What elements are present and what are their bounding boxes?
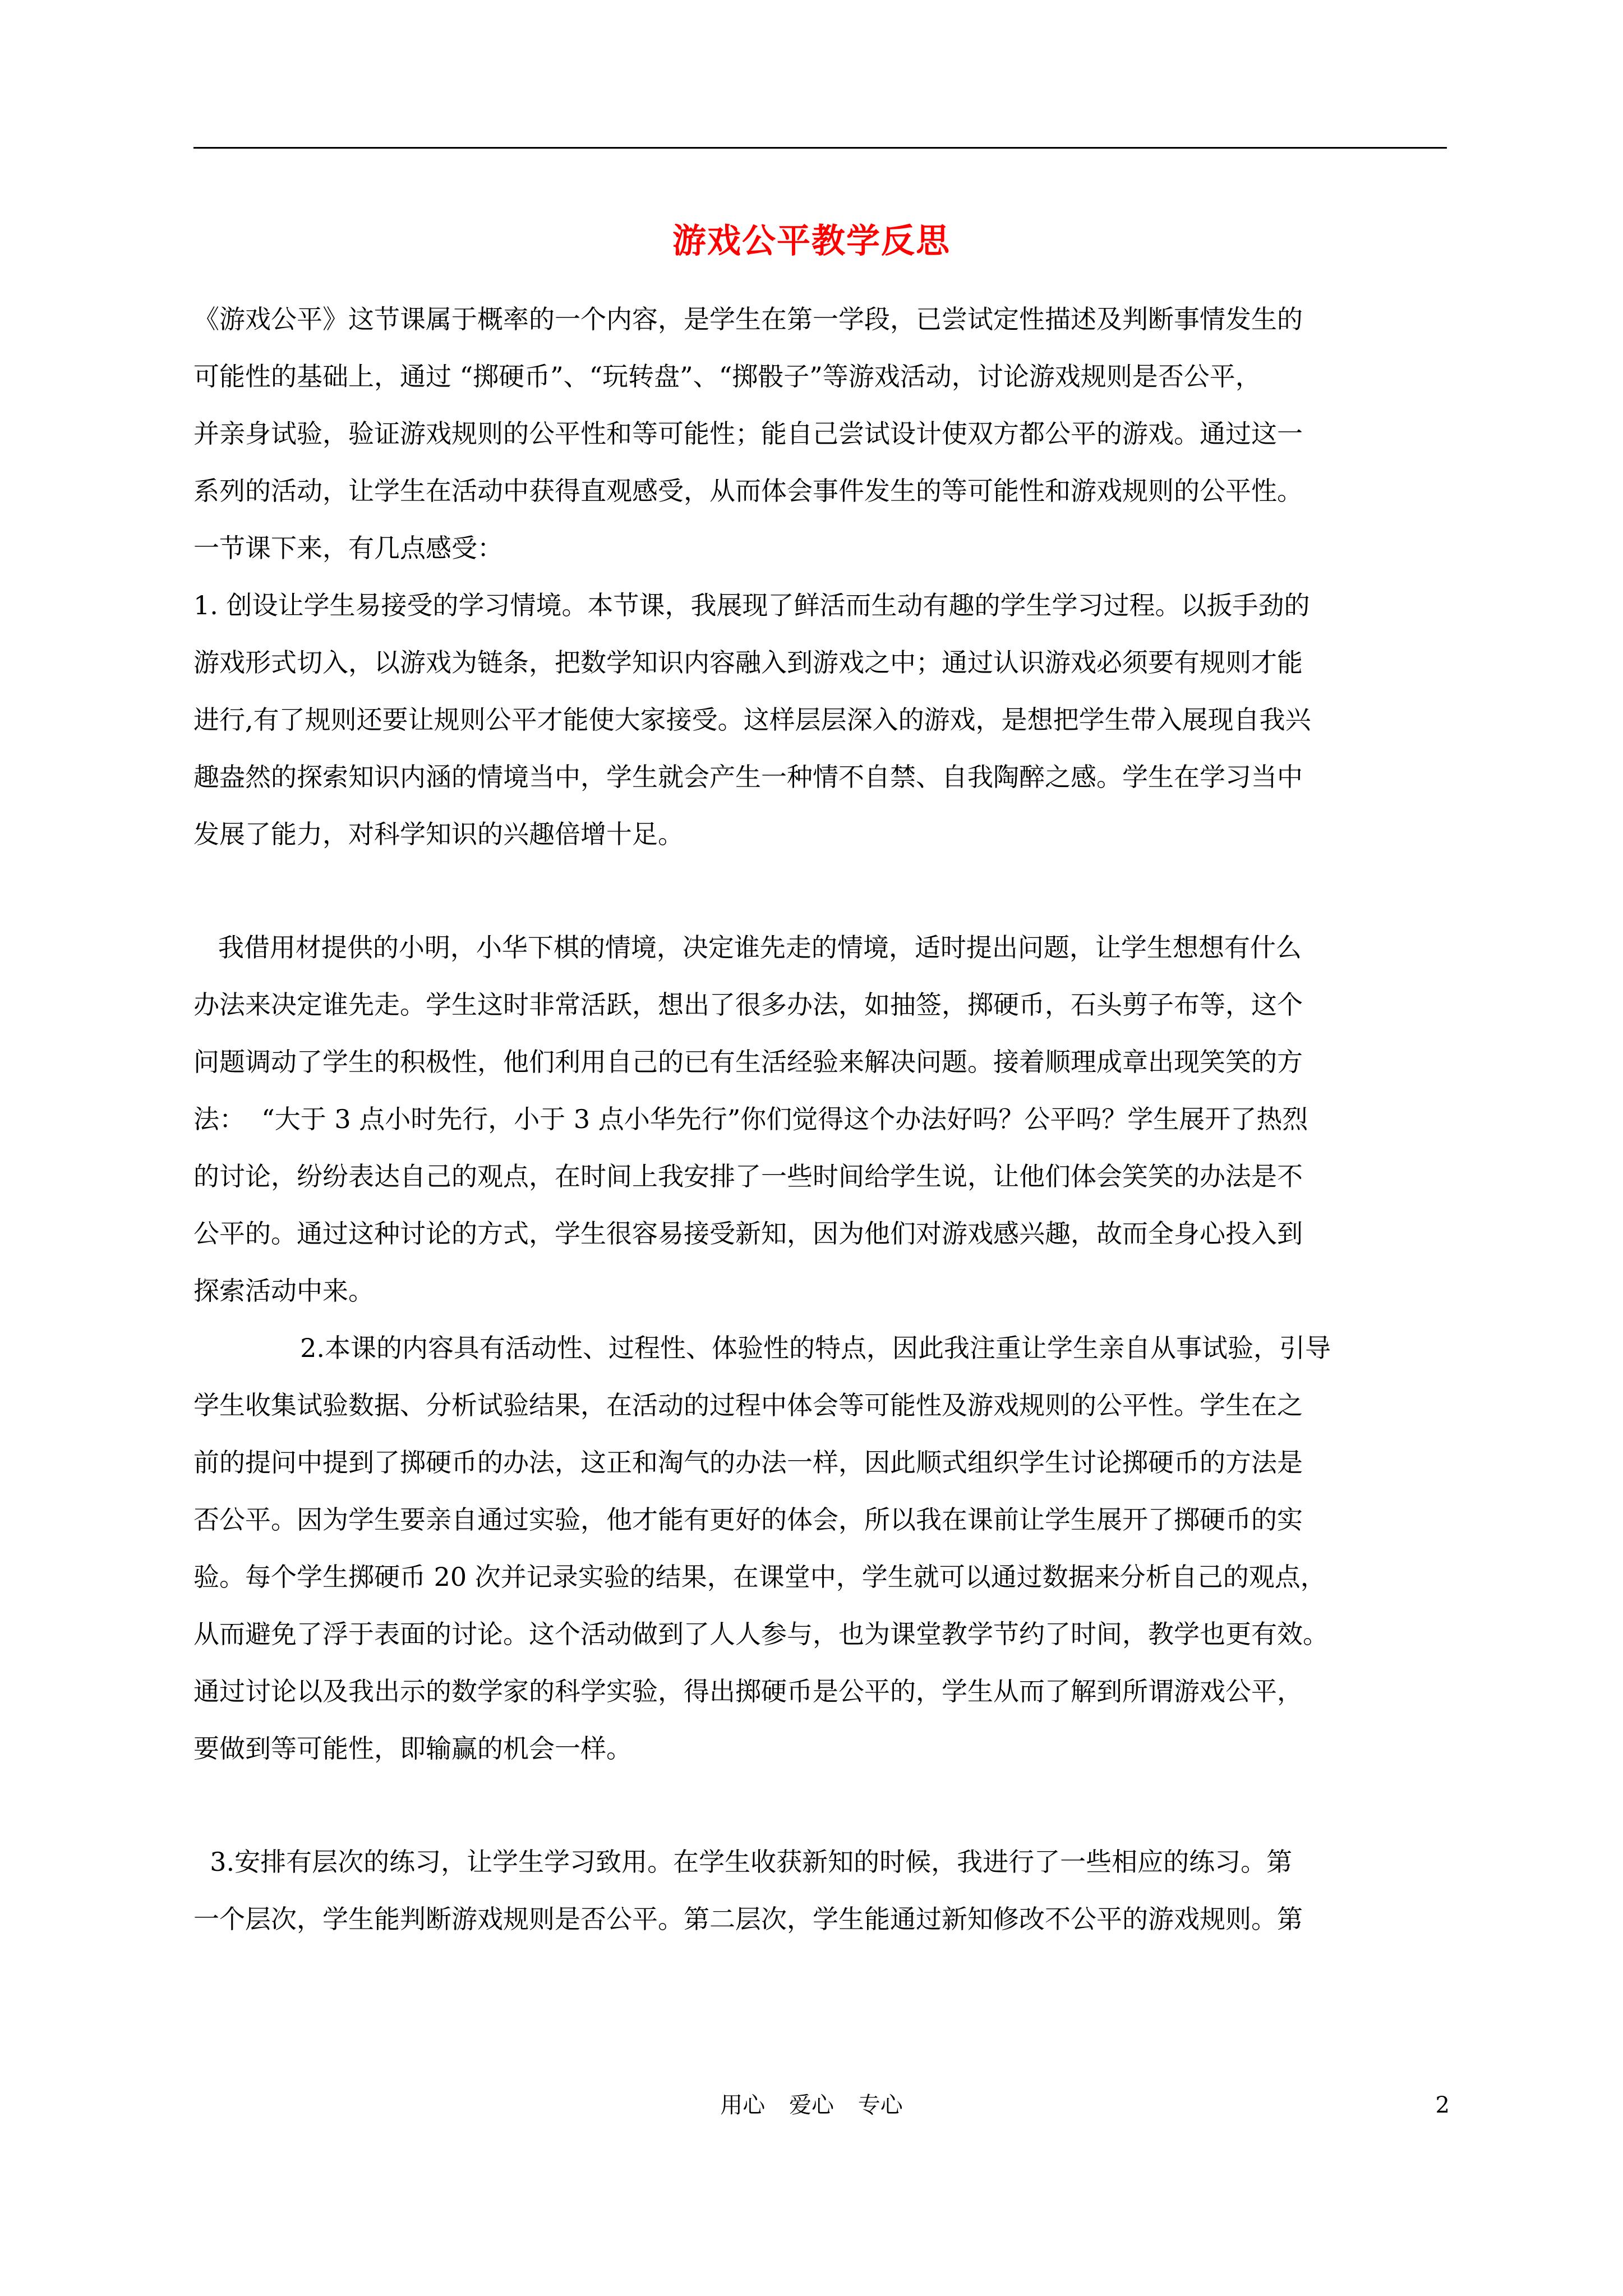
text-line: 《游戏公平》这节课属于概率的一个内容，是学生在第一学段，已尝试定性描述及判断事情发生的	[193, 304, 1303, 334]
text-line: 前的提问中提到了掷硬币的办法，这正和淘气的办法一样，因此顺式组织学生讨论掷硬币的方法是	[193, 1447, 1303, 1478]
text-line: 的讨论，纷纷表达自己的观点，在时间上我安排了一些时间给学生说，让他们体会笑笑的办法是不	[193, 1161, 1303, 1191]
text-line: 从而避免了浮于表面的讨论。这个活动做到了人人参与，也为课堂教学节约了时间，教学也更有效。	[193, 1619, 1329, 1649]
text-line: 可能性的基础上，通过 “掷硬币”、“玩转盘”、“掷骰子”等游戏活动，讨论游戏规则是否公平，	[193, 361, 1261, 392]
text-line: 探索活动中来。	[193, 1276, 374, 1306]
text-line: 通过讨论以及我出示的数学家的科学实验，得出掷硬币是公平的，学生从而了解到所谓游戏公平，	[193, 1676, 1303, 1706]
text-line: 验。每个学生掷硬币 20 次并记录实验的结果，在课堂中，学生就可以通过数据来分析自己的观点，	[193, 1562, 1326, 1592]
text-line: 办法来决定谁先走。学生这时非常活跃，想出了很多办法，如抽签，掷硬币，石头剪子布等，这个	[193, 990, 1303, 1020]
text-line: 问题调动了学生的积极性，他们利用自己的已有生活经验来解决问题。接着顺理成章出现笑笑的方	[193, 1047, 1303, 1077]
text-line: 系列的活动，让学生在活动中获得直观感受，从而体会事件发生的等可能性和游戏规则的公平性。	[193, 476, 1303, 506]
text-line: 要做到等可能性，即输赢的机会一样。	[193, 1733, 632, 1764]
text-line: 公平的。通过这种讨论的方式，学生很容易接受新知，因为他们对游戏感兴趣，故而全身心投入到	[193, 1218, 1303, 1249]
document-title: 游戏公平教学反思	[672, 222, 951, 261]
text-line: 一节课下来，有几点感受：	[193, 533, 503, 563]
text-line: 2.本课的内容具有活动性、过程性、体验性的特点，因此我注重让学生亲自从事试验，引导	[193, 1333, 1331, 1363]
header-rule	[193, 147, 1447, 149]
page-number: 2	[1435, 2092, 1450, 2118]
text-line: 进行,有了规则还要让规则公平才能使大家接受。这样层层深入的游戏，是想把学生带入展现自我兴	[193, 705, 1311, 735]
text-line: 发展了能力，对科学知识的兴趣倍增十足。	[193, 819, 684, 849]
text-line: 我借用材提供的小明，小华下棋的情境，决定谁先走的情境，适时提出问题，让学生想想有什么	[193, 932, 1302, 963]
text-line: 1. 创设让学生易接受的学习情境。本节课，我展现了鲜活而生动有趣的学生学习过程。以扳手劲的	[193, 590, 1310, 620]
text-line: 学生收集试验数据、分析试验结果，在活动的过程中体会等可能性及游戏规则的公平性。学生在之	[193, 1390, 1303, 1420]
text-line: 并亲身试验，验证游戏规则的公平性和等可能性；能自己尝试设计使双方都公平的游戏。通过这一	[193, 418, 1303, 449]
text-line: 趣盎然的探索知识内涵的情境当中，学生就会产生一种情不自禁、自我陶醉之感。学生在学习当中	[193, 762, 1303, 792]
text-line: 法： “大于 3 点小时先行，小于 3 点小华先行”你们觉得这个办法好吗？公平吗？学生展开了热烈	[193, 1104, 1308, 1134]
text-line: 游戏形式切入，以游戏为链条，把数学知识内容融入到游戏之中；通过认识游戏必须要有规则才能	[193, 647, 1303, 678]
text-line: 否公平。因为学生要亲自通过实验，他才能有更好的体会，所以我在课前让学生展开了掷硬币的实	[193, 1504, 1303, 1535]
text-line: 3.安排有层次的练习，让学生学习致用。在学生收获新知的时候，我进行了一些相应的练习。第	[193, 1847, 1293, 1877]
text-line: 一个层次，学生能判断游戏规则是否公平。第二层次，学生能通过新知修改不公平的游戏规则。第	[193, 1904, 1303, 1934]
footer-motto: 用心 爱心 专心	[720, 2092, 903, 2118]
